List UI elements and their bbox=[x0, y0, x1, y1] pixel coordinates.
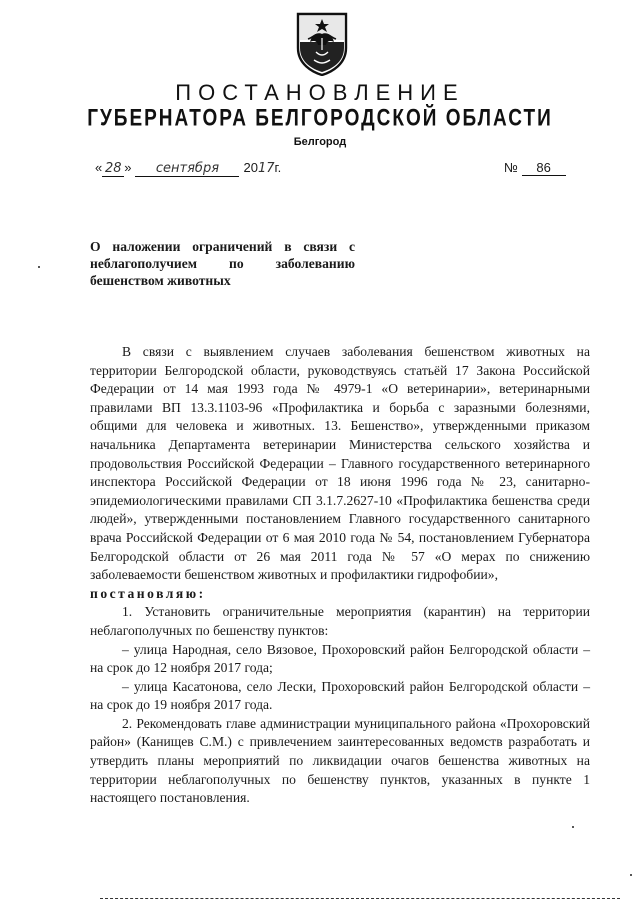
document-type-title: ПОСТАНОВЛЕНИЕ bbox=[175, 80, 465, 105]
scan-speck bbox=[572, 826, 574, 828]
scan-speck bbox=[630, 874, 632, 876]
city-label: Белгород bbox=[293, 136, 347, 148]
scan-speck bbox=[38, 266, 40, 268]
date-day: 28 bbox=[102, 161, 124, 177]
document-subject bbox=[90, 238, 355, 289]
subject-line-3: бешенством животных bbox=[90, 273, 231, 288]
date-open-quote: « bbox=[95, 160, 103, 175]
date-year-prefix: 20 bbox=[243, 160, 258, 175]
coat-of-arms-icon bbox=[292, 12, 352, 76]
subject-line-2: неблагополучием по заболеванию bbox=[90, 256, 355, 271]
document-date bbox=[95, 160, 281, 177]
document-body bbox=[90, 343, 590, 808]
date-year-suffix: 17 bbox=[257, 161, 275, 176]
page-bottom-edge bbox=[100, 898, 620, 900]
preamble-paragraph: В связи с выявлением случаев заболевания бешенством животных на территории Белгородской области, руководствуясь статьёй 17 Закона Российской Федерации от 14 мая 1993 года № 4979-1 «О ветеринарии», ветеринарными правилами ВП 13.3.1103-96 «Профилактика и борьба с заразными болезнями, общими для человека и животных. 13. Бешенство», утвержденными приказом начальника Департамента ветеринарии Министерства сельского хозяйства и продовольствия Российской Федерации – Главного государственного ветеринарного инспектора Российской Федерации от 18 июня 1996 года № 23, санитарно-эпидемиологическими правилами СП 3.1.7.2627-10 «Профилактика бешенства среди людей», утвержденными постановлением Главного государственного санитарного врача Российской Федерации от 6 мая 2010 года № 54, постановлением Губернатора Белгородской области от 26 мая 2011 года № 57 «О мерах по снижению заболеваемости бешенством животных и профилактики гидрофобии», bbox=[90, 344, 590, 583]
date-close-quote: » bbox=[124, 160, 132, 175]
item-1b-paragraph: – улица Касатонова, село Лески, Прохоровский район Белгородской области – на срок до 19 ноября 2017 года. bbox=[90, 678, 590, 713]
belgorod-emblem-svg bbox=[292, 12, 352, 76]
issuer-title: ГУБЕРНАТОРА БЕЛГОРОДСКОЙ ОБЛАСТИ bbox=[87, 105, 553, 132]
decree-word: постановляю: bbox=[90, 585, 206, 601]
number-value: 86 bbox=[522, 160, 566, 176]
item-1-paragraph: 1. Установить ограничительные мероприятия (карантин) на территории неблагополучных по бешенству пунктов: bbox=[90, 604, 590, 638]
item-1a-paragraph: – улица Народная, село Вязовое, Прохоровский район Белгородской области – на срок до 12 ноября 2017 года; bbox=[90, 641, 590, 676]
number-label: № bbox=[504, 160, 518, 175]
subject-line-1: О наложении ограничений в связи с bbox=[90, 239, 355, 254]
document-number bbox=[504, 160, 566, 176]
date-year-mark: г. bbox=[274, 160, 282, 175]
item-2-paragraph: 2. Рекомендовать главе администрации муниципального района «Прохоровский район» (Канищев С.М.) с привлечением заинтересованных ведомств разработать и утвердить планы мероприятий по ликвидации очагов бешенства животных на территории неблагополучных по бешенству пунктов, указанных в пункте 1 настоящего постановления. bbox=[90, 715, 590, 806]
date-month: сентября bbox=[135, 161, 239, 177]
